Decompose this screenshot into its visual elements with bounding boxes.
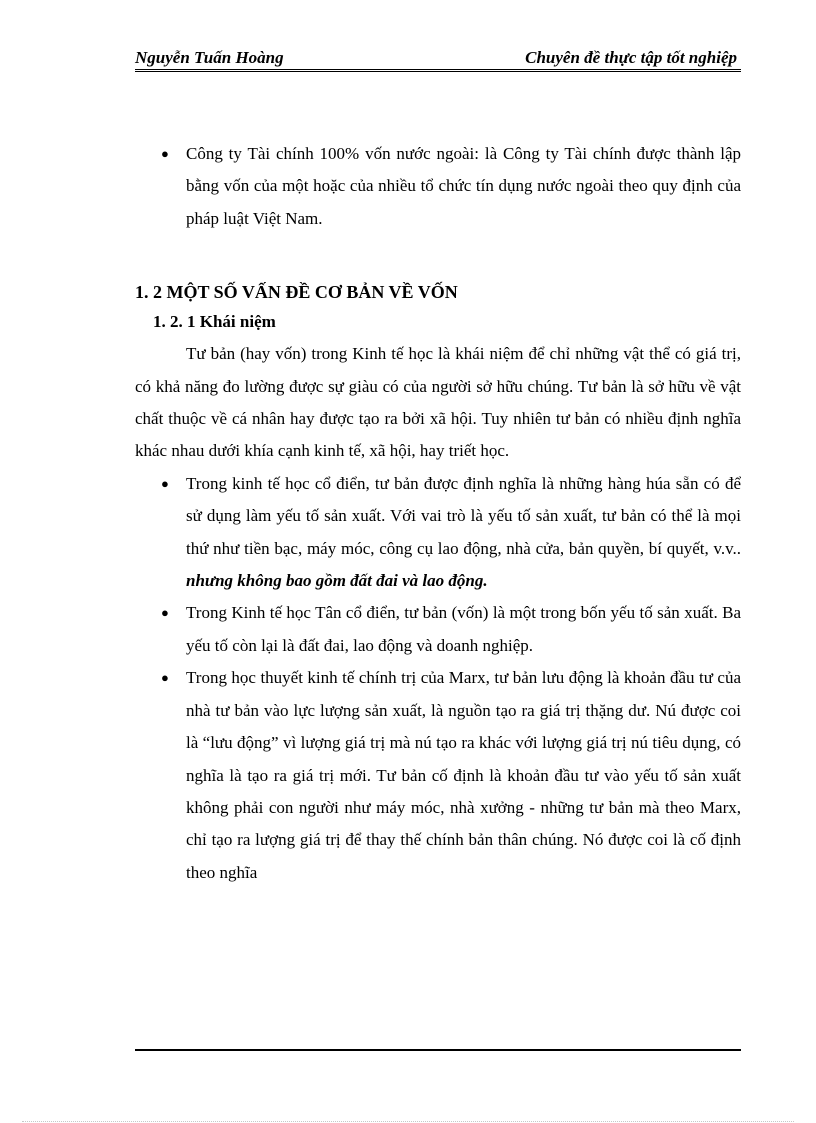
bullet-icon: ● [161,146,169,161]
bullet-icon: ● [161,475,169,491]
bullet-text: Công ty Tài chính 100% vốn nước ngoài: là Công ty Tài chính được thành lập bằng vốn của một hoặc của nhiều tổ chức tín dụng nước ngoài theo quy định của pháp luật Việt Nam. [186,144,741,228]
bullet-text: Trong kinh tế học cổ điển, tư bản được định nghĩa là những hàng húa sẵn có để sử dụng làm yếu tố sản xuất. Với vai trò là yếu tố sản xuất, tư bản có thể là mọi thứ như tiền bạc, máy móc, công cụ lao động, nhà cửa, bản quyền, bí quyết, v.v.. [186,473,741,558]
document-body [135,138,741,889]
header-author: Nguyễn Tuấn Hoàng [135,48,284,67]
body-paragraph: Tư bản (hay vốn) trong Kinh tế học là khái niệm để chỉ những vật thể có giá trị, có khả năng đo lường được sự giàu có của người sở hữu chúng. Tư bản là sở hữu về vật chất thuộc về cá nhân hay được tạo ra bởi xã hội. Tuy nhiên tư bản có nhiều định nghĩa khác nhau dưới khía cạnh kinh tế, xã hội, hay triết học. [135,344,741,461]
bullet-text: Trong Kinh tế học Tân cổ điển, tư bản (vốn) là một trong bốn yếu tố sản xuất. Ba yếu tố còn lại là đất đai, lao động và doanh nghiệp. [186,603,741,655]
header-title: Chuyên đề thực tập tốt nghiệp [525,48,737,67]
page-boundary [22,1121,794,1122]
list-item [135,597,741,662]
list-item [135,662,741,889]
section-heading: 1. 2 MỘT SỐ VẤN ĐỀ CƠ BẢN VỀ VỐN [135,282,458,303]
bullet-icon: ● [161,670,169,686]
concept-bullet-list [135,468,741,889]
bullet-text: Trong học thuyết kinh tế chính trị của Marx, tư bản lưu động là khoản đầu tư của nhà tư bản vào lực lượng sản xuất, là nguồn tạo ra giá trị thặng dư. Nú được coi là “lưu động” vì lượng giá trị mà nú tạo ra khác với lượng giá trị nú tiêu dụng, có nghĩa là tạo ra giá trị mới. Tư bản cố định là khoản đầu tư vào yếu tố sản xuất không phải con người như máy móc, nhà xưởng - những tư bản mà theo Marx, chỉ tạo ra lượng giá trị để thay thế chính bản thân chúng. Nó được coi là cố định theo nghĩa [186,668,741,882]
intro-bullet-list [135,138,741,235]
bullet-icon: ● [161,605,169,621]
footer-divider [135,1049,741,1051]
subsection-heading: 1. 2. 1 Khái niệm [153,312,276,332]
list-item [135,138,741,235]
bullet-emphasis: nhưng không bao gồm đất đai và lao động. [186,571,488,591]
header-divider [135,69,741,72]
page-header [135,46,741,68]
list-item [135,468,741,598]
